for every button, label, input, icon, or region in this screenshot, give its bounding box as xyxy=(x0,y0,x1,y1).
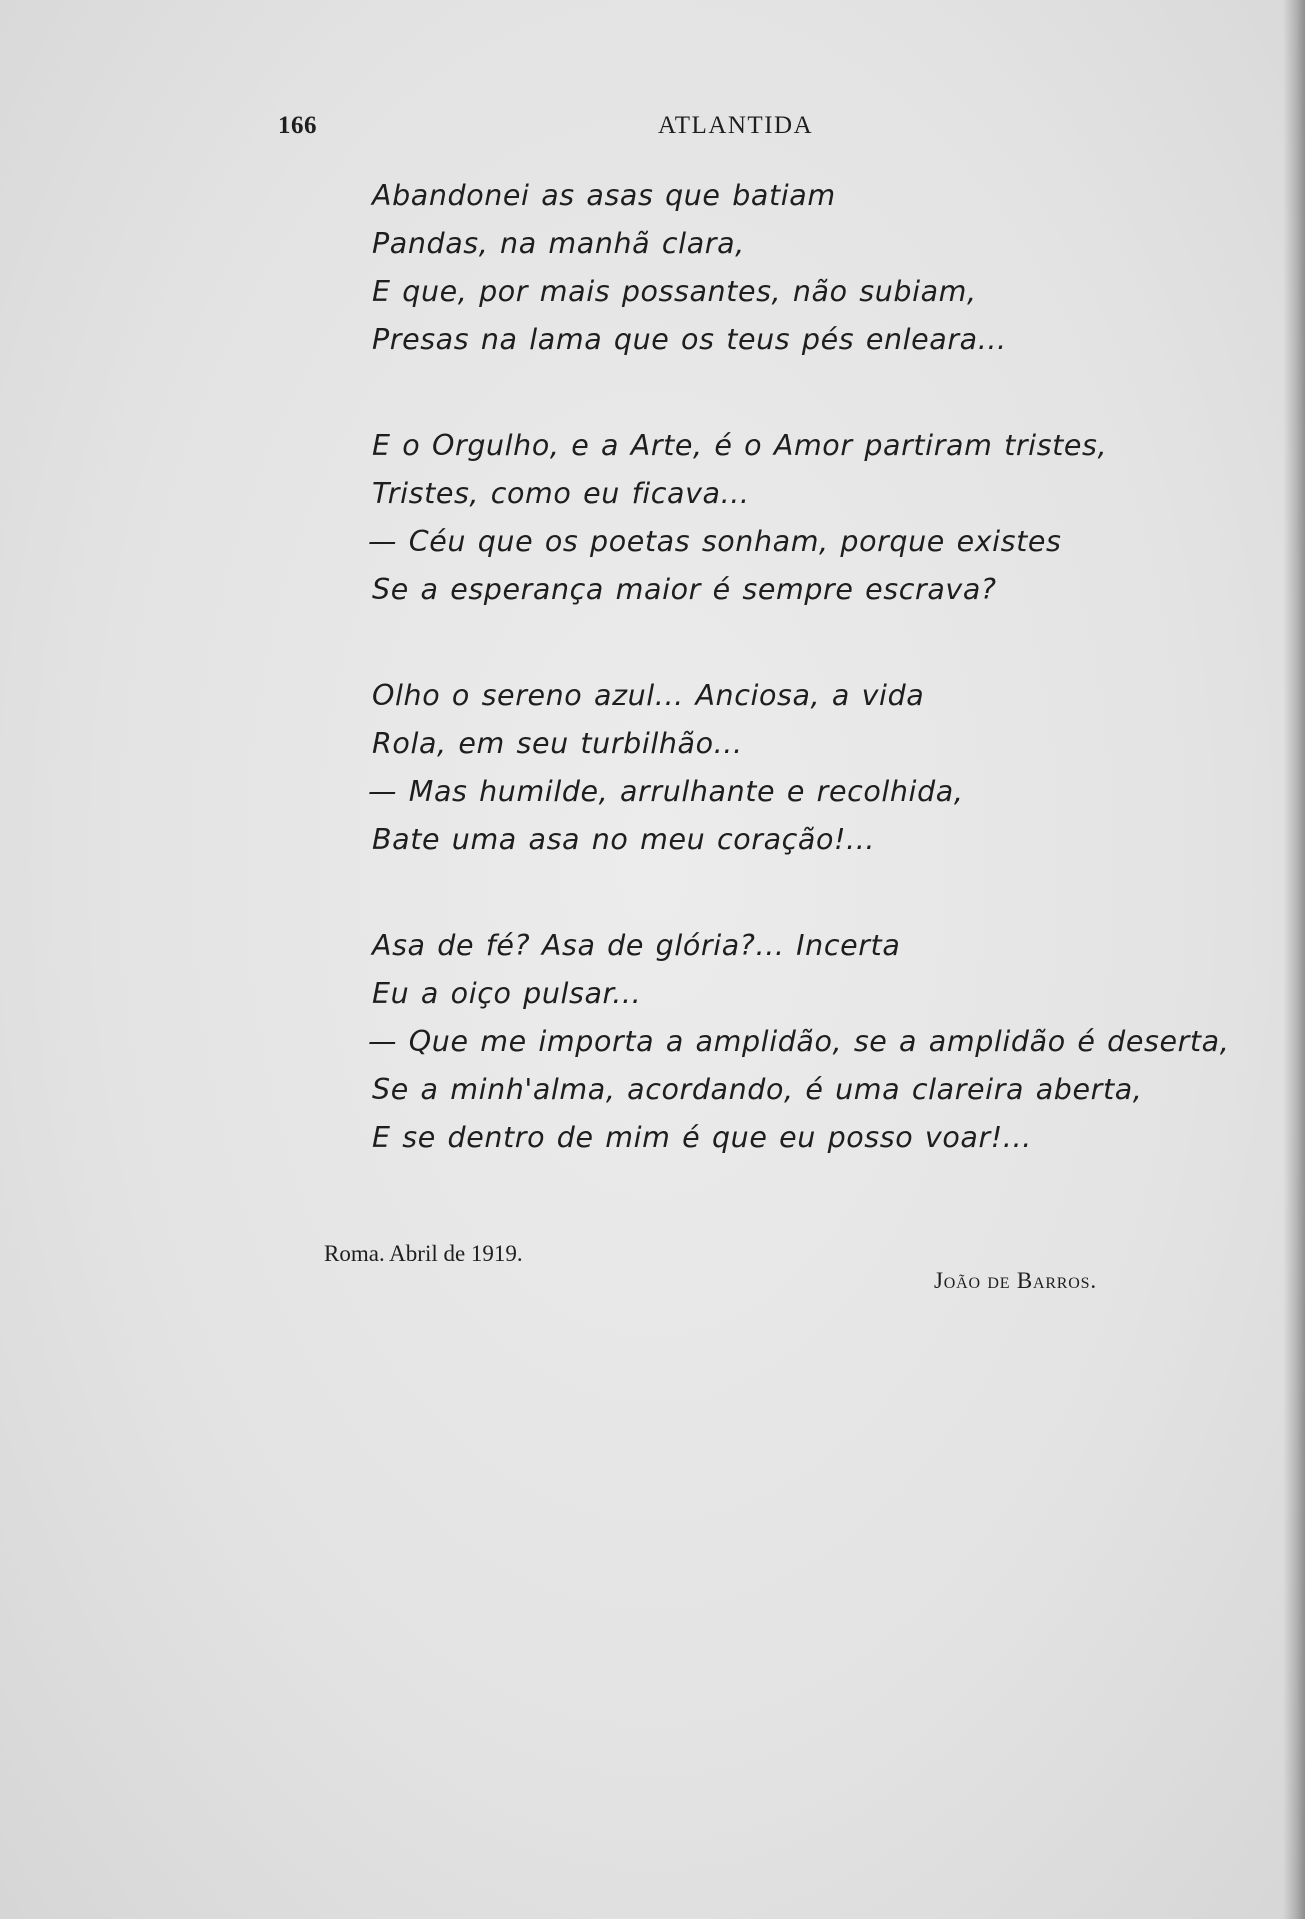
verse-line: Presas na lama que os teus pés enleara... xyxy=(372,323,1007,356)
verse-line: Asa de fé? Asa de glória?... Incerta xyxy=(372,929,901,962)
poem xyxy=(368,172,1252,1220)
stanza-3 xyxy=(368,672,1252,864)
author-signature: João de Barros. xyxy=(934,1268,1097,1293)
verse-line: Rola, em seu turbilhão... xyxy=(372,727,743,760)
verse-line: E se dentro de mim é que eu posso voar!... xyxy=(372,1121,1032,1154)
stanza-4 xyxy=(368,922,1252,1162)
stanza-2 xyxy=(368,422,1252,614)
verse-line: — Mas humilde, arrulhante e recolhida, xyxy=(368,775,964,808)
verse-line: Pandas, na manhã clara, xyxy=(372,227,745,260)
verse-line: Se a minh'alma, acordando, é uma clareira aberta, xyxy=(372,1073,1143,1106)
verse-line: Se a esperança maior é sempre escrava? xyxy=(372,573,997,606)
verse-line: Olho o sereno azul... Anciosa, a vida xyxy=(372,679,925,712)
page-edge-shadow xyxy=(1283,0,1305,1919)
page-number: 166 xyxy=(278,112,317,139)
running-title: ATLANTIDA xyxy=(658,112,814,139)
verse-line: — Que me importa a amplidão, se a amplidão é deserta, xyxy=(368,1025,1230,1058)
verse-line: E o Orgulho, e a Arte, é o Amor partiram tristes, xyxy=(372,429,1108,462)
stanza-1 xyxy=(372,172,1252,364)
place-date: Roma. Abril de 1919. xyxy=(324,1241,523,1266)
verse-line: Eu a oiço pulsar... xyxy=(372,977,642,1010)
verse-line: Tristes, como eu ficava... xyxy=(372,477,750,510)
page-header xyxy=(0,112,1305,152)
verse-line: Bate uma asa no meu coração!... xyxy=(372,823,876,856)
verse-line: Abandonei as asas que batiam xyxy=(372,179,836,212)
verse-line: — Céu que os poetas sonham, porque existes xyxy=(368,525,1062,558)
verse-line: E que, por mais possantes, não subiam, xyxy=(372,275,977,308)
